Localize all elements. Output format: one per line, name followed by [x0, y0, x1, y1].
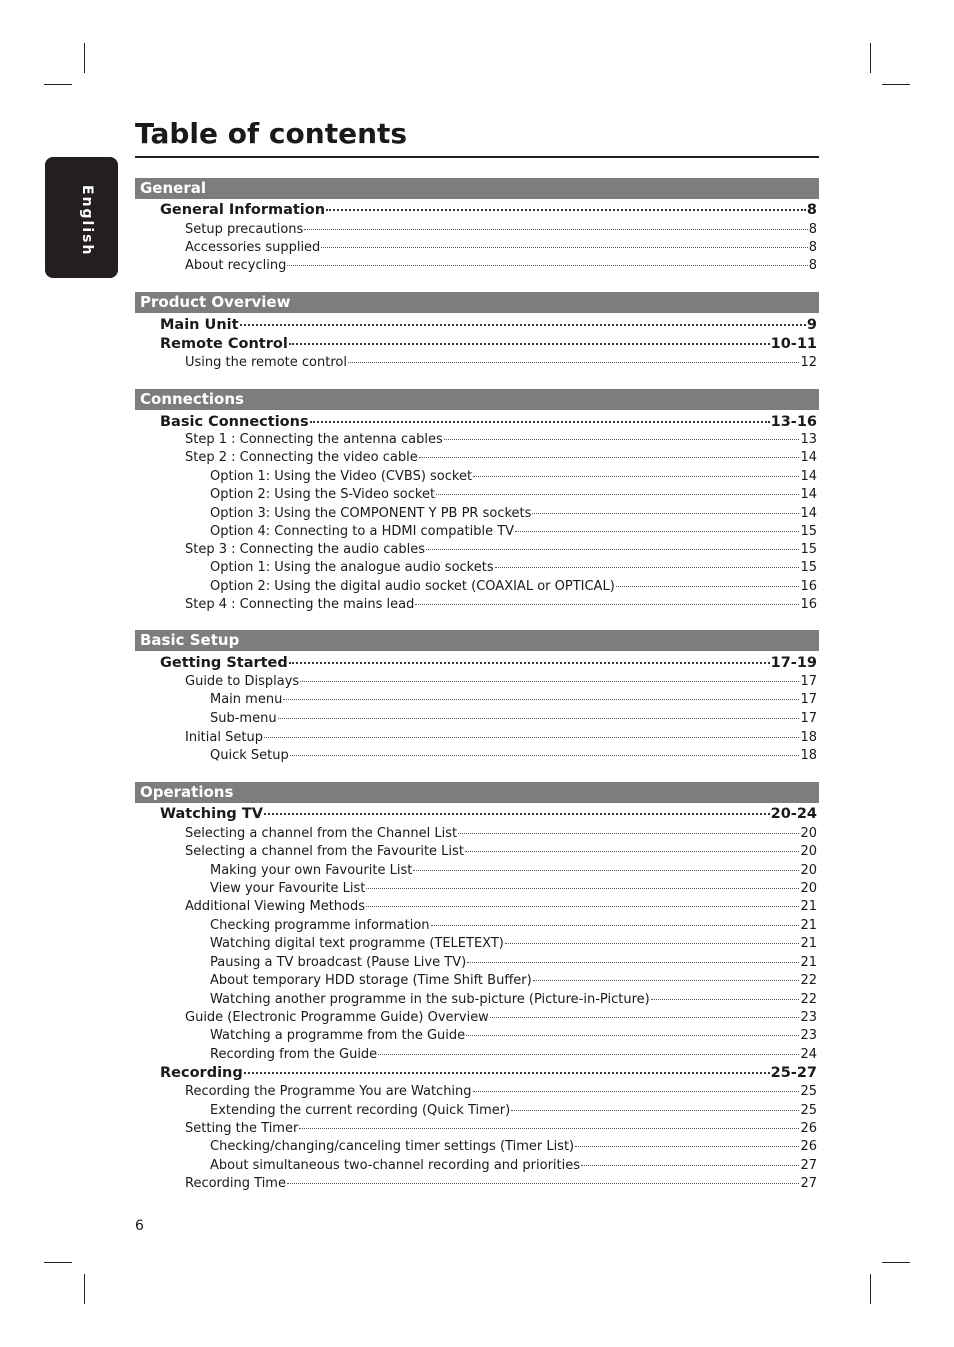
- toc-entry-page: 25-27: [770, 1065, 817, 1081]
- toc-entry-page: 16: [800, 579, 817, 594]
- toc-entry[interactable]: [160, 317, 817, 333]
- toc-entry-title: Step 2 : Connecting the video cable: [185, 450, 418, 465]
- toc-entry-page: 17: [800, 674, 817, 689]
- toc-entry-title: Watching digital text programme (TELETEXT): [210, 936, 504, 951]
- toc-entry[interactable]: [210, 1028, 817, 1043]
- dot-leader: [616, 586, 800, 587]
- dot-leader: [287, 265, 807, 266]
- dot-leader: [505, 943, 800, 944]
- dot-leader: [378, 1054, 799, 1055]
- toc-entry-page: 12: [800, 355, 817, 370]
- toc-entry[interactable]: [185, 597, 817, 612]
- dot-leader: [511, 1110, 799, 1111]
- toc-entry-page: 21: [800, 936, 817, 951]
- dot-leader: [466, 1035, 799, 1036]
- dot-leader: [515, 531, 799, 532]
- crop-mark: [882, 1262, 910, 1263]
- toc-entry-title: Option 2: Using the digital audio socket (COAXIAL or OPTICAL): [210, 579, 615, 594]
- dot-leader: [289, 662, 770, 664]
- toc-entry-page: 8: [808, 240, 817, 255]
- dot-leader: [289, 343, 770, 345]
- dot-leader: [321, 247, 807, 248]
- toc-entry-page: 21: [800, 899, 817, 914]
- toc-entry-title: Watching another programme in the sub-picture (Picture-in-Picture): [210, 992, 650, 1007]
- toc-entry-title: About recycling: [185, 258, 287, 273]
- toc-entry[interactable]: [160, 202, 817, 218]
- toc-entry-title: Initial Setup: [185, 730, 263, 745]
- toc-entry-page: 15: [800, 542, 817, 557]
- toc-entry-title: Sub-menu: [210, 711, 277, 726]
- page-number: 6: [135, 1218, 144, 1234]
- language-tab-label: English: [79, 185, 95, 257]
- dot-leader: [415, 604, 799, 605]
- dot-leader: [444, 439, 800, 440]
- dot-leader: [326, 209, 806, 211]
- toc-entry[interactable]: [185, 730, 817, 745]
- crop-mark: [44, 84, 72, 85]
- toc-entry-title: Main menu: [210, 692, 283, 707]
- dot-leader: [264, 813, 770, 815]
- toc-entry-title: Option 1: Using the analogue audio sockets: [210, 560, 494, 575]
- toc-entry-page: 20: [800, 863, 817, 878]
- toc-entry-page: 15: [800, 560, 817, 575]
- toc-entry[interactable]: [210, 506, 817, 521]
- toc-entry-title: Step 1 : Connecting the antenna cables: [185, 432, 443, 447]
- crop-mark: [84, 1274, 85, 1304]
- toc-entry[interactable]: [210, 711, 817, 726]
- section-header: Basic Setup: [135, 630, 819, 651]
- toc-entry-title: Checking/changing/canceling timer settings (Timer List): [210, 1139, 575, 1154]
- dot-leader: [283, 699, 799, 700]
- toc-entry-title: Step 3 : Connecting the audio cables: [185, 542, 426, 557]
- dot-leader: [419, 457, 800, 458]
- toc-entry[interactable]: [185, 1121, 817, 1136]
- toc-entry-title: Option 3: Using the COMPONENT Y PB PR sockets: [210, 506, 532, 521]
- toc-entry-title: Setup precautions: [185, 222, 304, 237]
- toc-entry-page: 14: [800, 469, 817, 484]
- toc-entry[interactable]: [185, 899, 817, 914]
- toc-entry[interactable]: [185, 450, 817, 465]
- toc-entry-page: 9: [806, 317, 817, 333]
- toc-entry-page: 23: [800, 1010, 817, 1025]
- section-header: General: [135, 178, 819, 199]
- dot-leader: [290, 755, 800, 756]
- toc-entry[interactable]: [185, 432, 817, 447]
- dot-leader: [426, 549, 799, 550]
- toc-entry-page: 25: [800, 1084, 817, 1099]
- toc-entry-page: 18: [800, 748, 817, 763]
- toc-entry[interactable]: [185, 542, 817, 557]
- toc-entry-title: Selecting a channel from the Favourite List: [185, 844, 464, 859]
- toc-entry-page: 15: [800, 524, 817, 539]
- section-header: Product Overview: [135, 292, 819, 313]
- toc-entry-title: View your Favourite List: [210, 881, 366, 896]
- toc-entry[interactable]: [210, 469, 817, 484]
- crop-mark: [84, 43, 85, 73]
- toc-entry-page: 27: [800, 1158, 817, 1173]
- toc-entry-title: Step 4 : Connecting the mains lead: [185, 597, 415, 612]
- section-header: Connections: [135, 389, 819, 410]
- toc-entry-page: 26: [800, 1139, 817, 1154]
- toc-entry-title: Option 4: Connecting to a HDMI compatible TV: [210, 524, 515, 539]
- toc-entry-title: General Information: [160, 202, 326, 218]
- toc-entry-title: Getting Started: [160, 655, 288, 671]
- crop-mark: [870, 43, 871, 73]
- toc-entry-page: 20-24: [770, 806, 817, 822]
- toc-entry-page: 13-16: [770, 414, 817, 430]
- toc-entry[interactable]: [160, 336, 817, 352]
- toc-entry[interactable]: [185, 844, 817, 859]
- toc-entry-title: About temporary HDD storage (Time Shift Buffer): [210, 973, 532, 988]
- toc-entry-page: 10-11: [770, 336, 817, 352]
- dot-leader: [278, 718, 800, 719]
- toc-entry-page: 20: [800, 881, 817, 896]
- dot-leader: [436, 494, 799, 495]
- toc-entry[interactable]: [185, 1084, 817, 1099]
- toc-entry-page: 24: [800, 1047, 817, 1062]
- dot-leader: [490, 1017, 800, 1018]
- dot-leader: [581, 1165, 799, 1166]
- toc-entry-title: Recording: [160, 1065, 243, 1081]
- toc-entry-title: Main Unit: [160, 317, 239, 333]
- dot-leader: [264, 737, 800, 738]
- toc-entry-page: 18: [800, 730, 817, 745]
- toc-entry[interactable]: [160, 414, 817, 430]
- toc-entry-title: Guide to Displays: [185, 674, 300, 689]
- toc-entry-page: 17-19: [770, 655, 817, 671]
- toc-entry-page: 20: [800, 826, 817, 841]
- page-title: Table of contents: [135, 117, 408, 150]
- toc-entry[interactable]: [210, 748, 817, 763]
- toc-entry[interactable]: [160, 1065, 817, 1081]
- toc-entry-page: 13: [800, 432, 817, 447]
- toc-entry[interactable]: [210, 524, 817, 539]
- dot-leader: [533, 980, 800, 981]
- toc-entry-title: Pausing a TV broadcast (Pause Live TV): [210, 955, 467, 970]
- toc-entry-page: 21: [800, 918, 817, 933]
- toc-entry-title: Recording from the Guide: [210, 1047, 378, 1062]
- toc-entry[interactable]: [185, 1176, 817, 1191]
- toc-entry-title: Remote Control: [160, 336, 288, 352]
- toc-entry-page: 22: [800, 992, 817, 1007]
- toc-entry[interactable]: [210, 1047, 817, 1062]
- toc-entry-title: Option 2: Using the S-Video socket: [210, 487, 436, 502]
- dot-leader: [651, 999, 800, 1000]
- dot-leader: [240, 324, 806, 326]
- toc-entry[interactable]: [210, 992, 817, 1007]
- dot-leader: [244, 1072, 770, 1074]
- toc-entry[interactable]: [210, 955, 817, 970]
- toc-entry[interactable]: [210, 579, 817, 594]
- dot-leader: [310, 421, 770, 423]
- toc-entry-title: Watching a programme from the Guide: [210, 1028, 466, 1043]
- toc-entry[interactable]: [210, 863, 817, 878]
- dot-leader: [458, 833, 799, 834]
- dot-leader: [532, 513, 799, 514]
- dot-leader: [366, 888, 799, 889]
- toc-entry[interactable]: [185, 222, 817, 237]
- toc-entry-title: Recording the Programme You are Watching: [185, 1084, 472, 1099]
- toc-entry-page: 23: [800, 1028, 817, 1043]
- toc-entry[interactable]: [210, 1103, 817, 1118]
- toc-entry-page: 14: [800, 506, 817, 521]
- dot-leader: [473, 1091, 800, 1092]
- toc-entry[interactable]: [185, 355, 817, 370]
- dot-leader: [304, 229, 807, 230]
- toc-entry-title: Accessories supplied: [185, 240, 321, 255]
- toc-entry-page: 20: [800, 844, 817, 859]
- dot-leader: [575, 1146, 799, 1147]
- toc-entry-title: Using the remote control: [185, 355, 347, 370]
- crop-mark: [870, 1274, 871, 1304]
- toc-entry-page: 8: [808, 222, 817, 237]
- toc-entry-title: Quick Setup: [210, 748, 289, 763]
- dot-leader: [495, 567, 800, 568]
- toc-entry-title: Additional Viewing Methods: [185, 899, 366, 914]
- toc-entry-title: Basic Connections: [160, 414, 309, 430]
- toc-entry-page: 17: [800, 692, 817, 707]
- toc-entry-title: Option 1: Using the Video (CVBS) socket: [210, 469, 473, 484]
- dot-leader: [413, 870, 799, 871]
- toc-entry[interactable]: [210, 936, 817, 951]
- dot-leader: [465, 851, 800, 852]
- toc-entry-page: 14: [800, 450, 817, 465]
- toc-entry[interactable]: [210, 487, 817, 502]
- toc-entry[interactable]: [185, 258, 817, 273]
- toc-entry-page: 26: [800, 1121, 817, 1136]
- toc-entry-page: 27: [800, 1176, 817, 1191]
- crop-mark: [882, 84, 910, 85]
- dot-leader: [299, 1128, 799, 1129]
- toc-entry-title: Making your own Favourite List: [210, 863, 413, 878]
- toc-entry[interactable]: [210, 692, 817, 707]
- toc-entry-page: 17: [800, 711, 817, 726]
- toc-entry-title: Recording Time: [185, 1176, 286, 1191]
- toc-entry-page: 25: [800, 1103, 817, 1118]
- dot-leader: [348, 362, 799, 363]
- toc-entry[interactable]: [185, 1010, 817, 1025]
- language-tab: [45, 157, 118, 278]
- crop-mark: [44, 1262, 72, 1263]
- dot-leader: [300, 681, 799, 682]
- toc-entry-page: 8: [808, 258, 817, 273]
- toc-entry[interactable]: [210, 881, 817, 896]
- toc-entry[interactable]: [185, 240, 817, 255]
- toc-entry[interactable]: [210, 918, 817, 933]
- toc-entry-page: 16: [800, 597, 817, 612]
- toc-entry[interactable]: [160, 806, 817, 822]
- toc-entry-title: Guide (Electronic Programme Guide) Overview: [185, 1010, 489, 1025]
- toc-entry-page: 21: [800, 955, 817, 970]
- dot-leader: [366, 906, 799, 907]
- toc-entry[interactable]: [185, 674, 817, 689]
- toc-entry[interactable]: [160, 655, 817, 671]
- dot-leader: [287, 1183, 799, 1184]
- toc-entry-title: Selecting a channel from the Channel List: [185, 826, 458, 841]
- toc-entry-title: Watching TV: [160, 806, 263, 822]
- toc-entry[interactable]: [210, 973, 817, 988]
- toc-entry-page: 14: [800, 487, 817, 502]
- toc-entry-title: Checking programme information: [210, 918, 430, 933]
- title-divider: [135, 156, 819, 158]
- section-header: Operations: [135, 782, 819, 803]
- toc-entry[interactable]: [185, 826, 817, 841]
- toc-entry-title: Extending the current recording (Quick Timer): [210, 1103, 511, 1118]
- dot-leader: [473, 476, 799, 477]
- dot-leader: [467, 962, 799, 963]
- toc-entry-page: 22: [800, 973, 817, 988]
- toc-entry-page: 8: [806, 202, 817, 218]
- toc-entry-title: Setting the Timer: [185, 1121, 299, 1136]
- toc-entry[interactable]: [210, 560, 817, 575]
- toc-entry[interactable]: [210, 1139, 817, 1154]
- dot-leader: [431, 925, 800, 926]
- toc-entry[interactable]: [210, 1158, 817, 1173]
- toc-entry-title: About simultaneous two-channel recording and priorities: [210, 1158, 581, 1173]
